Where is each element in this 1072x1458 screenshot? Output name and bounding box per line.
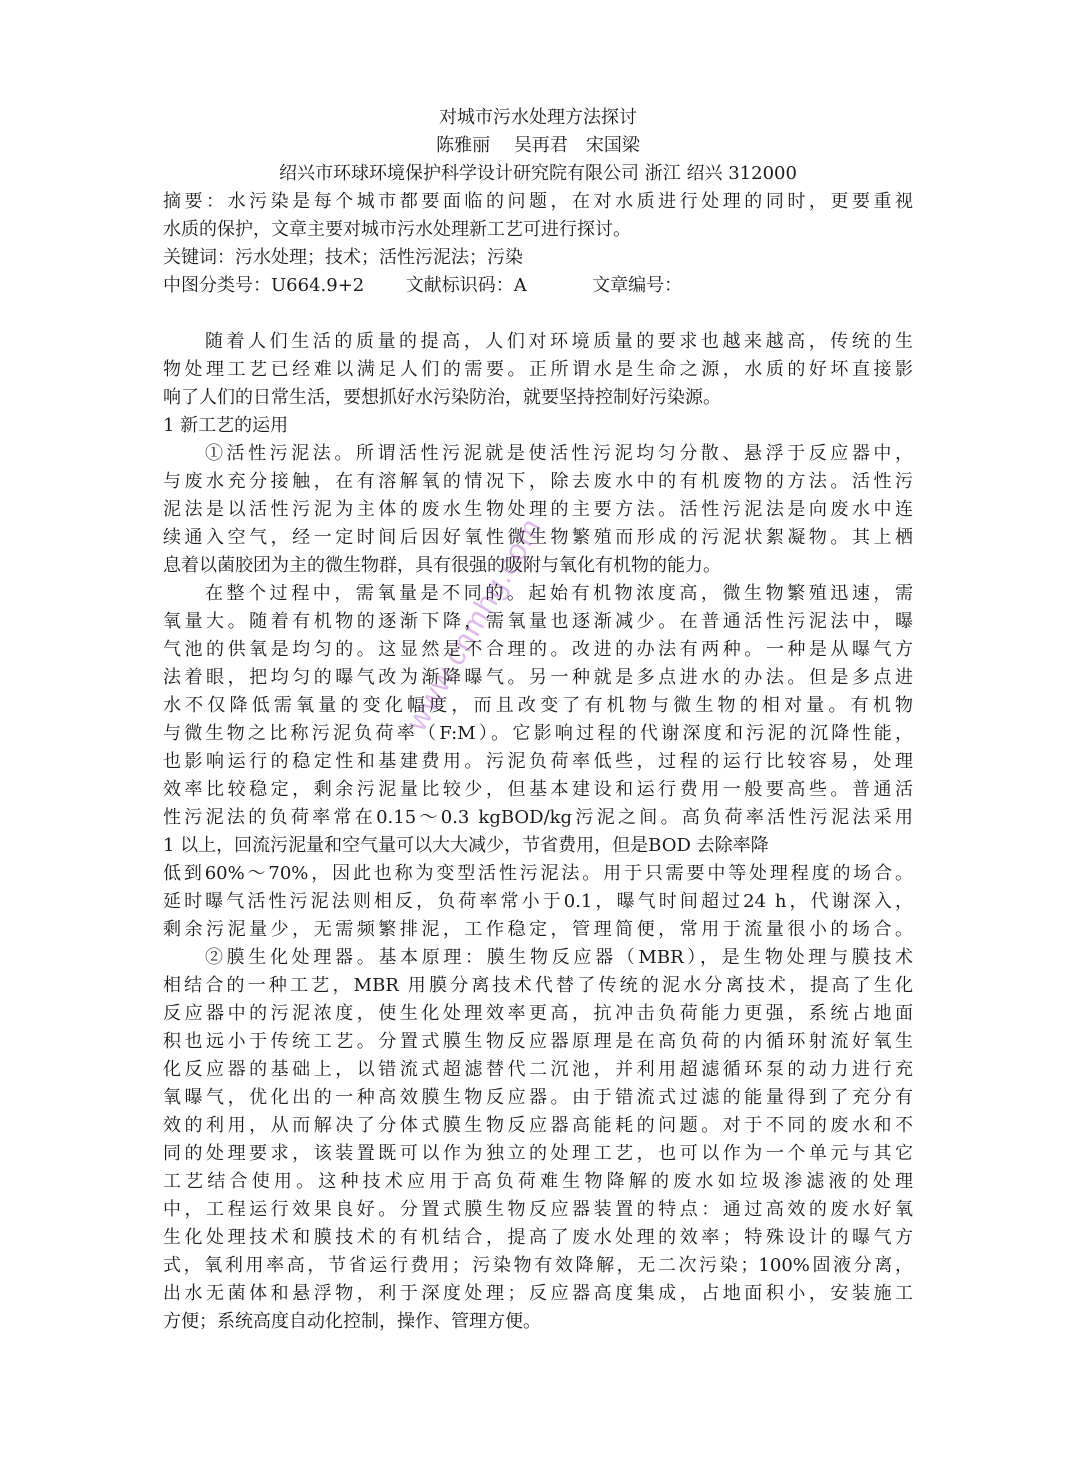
text-line: 水不仅降低需氧量的变化幅度，而且改变了有机物与微生物的相对量。有机物 — [163, 695, 913, 716]
text-line: 低到60%～70%，因此也称为变型活性污泥法。用于只需要中等处理程度的场合。 — [163, 863, 913, 884]
text-line: 也影响运行的稳定性和基建费用。污泥负荷率低些，过程的运行比较容易，处理 — [163, 751, 913, 772]
abstract-line: 摘要：水污染是每个城市都要面临的问题，在对水质进行处理的同时，更要重视 — [163, 191, 913, 212]
text-line: 式，氧利用率高，节省运行费用；污染物有效降解，无二次污染；100%固液分离， — [163, 1255, 913, 1276]
document-page — [163, 104, 913, 1336]
article-number: 文章编号： — [592, 275, 683, 296]
section-heading: 1 新工艺的运用 — [163, 415, 289, 436]
text-line: 化反应器的基础上，以错流式超滤替代二沉池，并利用超滤循环泵的动力进行充 — [163, 1059, 913, 1080]
intro-paragraph — [163, 328, 913, 412]
text-line: ①活性污泥法。所谓活性污泥就是使活性污泥均匀分散、悬浮于反应器中， — [205, 443, 913, 464]
text-line: 工艺结合使用。这种技术应用于高负荷难生物降解的废水如垃圾渗滤液的处理 — [163, 1171, 913, 1192]
text-line: 与废水充分接触，在有溶解氧的情况下，除去废水中的有机废物的方法。活性污 — [163, 471, 913, 492]
keywords-line: 关键词：污水处理；技术；活性污泥法；污染 — [163, 247, 523, 268]
text-line: 泥法是以活性污泥为主体的废水生物处理的主要方法。活性污泥法是向废水中连 — [163, 499, 913, 520]
text-line: 剩余污泥量少，无需频繁排泥，工作稳定，管理简便，常用于流量很小的场合。 — [163, 919, 913, 940]
text-line: 在整个过程中，需氧量是不同的。起始有机物浓度高，微生物繁殖迅速，需 — [205, 583, 913, 604]
text-line: 出水无菌体和悬浮物，利于深度处理；反应器高度集成，占地面积小，安装施工 — [163, 1283, 913, 1304]
oxygen-demand-paragraph — [163, 580, 913, 944]
text-line: 同的处理要求，该装置既可以作为独立的处理工艺，也可以作为一个单元与其它 — [163, 1143, 913, 1164]
text-line: 效率比较稳定，剩余污泥量比较少，但基本建设和运行费用一般要高些。普通活 — [163, 779, 913, 800]
text-line: 积也远小于传统工艺。分置式膜生物反应器原理是在高负荷的内循环射流好氧生 — [163, 1031, 913, 1052]
text-line: 反应器中的污泥浓度，使生化处理效率更高，抗冲击负荷能力更强，系统占地面 — [163, 1003, 913, 1024]
text-line: 物处理工艺已经难以满足人们的需要。正所谓水是生命之源，水质的好坏直接影 — [163, 359, 913, 380]
text-line: 续通入空气，经一定时间后因好氧性微生物繁殖而形成的污泥状絮凝物。其上栖 — [163, 527, 913, 548]
affiliation-line: 绍兴市环球环境保护科学设计研究院有限公司 浙江 绍兴 312000 — [279, 163, 797, 184]
text-line: 息着以菌胶团为主的微生物群，具有很强的吸附与氧化有机物的能力。 — [163, 555, 721, 576]
mbr-paragraph — [163, 944, 913, 1336]
text-line: 随着人们生活的质量的提高，人们对环境质量的要求也越来越高，传统的生 — [205, 331, 913, 352]
text-line: 效的利用，从而解决了分体式膜生物反应器高能耗的问题。对于不同的废水和不 — [163, 1115, 913, 1136]
text-line: 性污泥法的负荷率常在0.15～0.3 kgBOD/kg污泥之间。高负荷率活性污泥法采用 — [163, 807, 913, 828]
document-code: 文献标识码：A — [405, 275, 527, 296]
text-line: 氧量大。随着有机物的逐渐下降，需氧量也逐渐减少。在普通活性污泥法中，曝 — [163, 611, 913, 632]
text-line: 相结合的一种工艺，MBR 用膜分离技术代替了传统的泥水分离技术，提高了生化 — [163, 975, 913, 996]
classification-line — [163, 272, 913, 300]
author-line: 陈雅丽 吴再君 宋国梁 — [436, 135, 640, 156]
text-line: 生化处理技术和膜技术的有机结合，提高了废水处理的效率；特殊设计的曝气方 — [163, 1227, 913, 1248]
abstract-line: 水质的保护，文章主要对城市污水处理新工艺可进行探讨。 — [163, 219, 631, 240]
text-line: 气池的供氧是均匀的。这显然是不合理的。改进的办法有两种。一种是从曝气方 — [163, 639, 913, 660]
text-line: 中，工程运行效果良好。分置式膜生物反应器装置的特点：通过高效的废水好氧 — [163, 1199, 913, 1220]
page-title: 对城市污水处理方法探讨 — [439, 107, 637, 128]
watermark: www.cnmhg.com — [400, 512, 549, 737]
text-line: 氧曝气，优化出的一种高效膜生物反应器。由于错流式过滤的能量得到了充分有 — [163, 1087, 913, 1108]
text-line: 1 以上，回流污泥量和空气量可以大大减少，节省费用，但是BOD 去除率降 — [163, 835, 769, 856]
clc-number: 中图分类号：U664.9+2 — [163, 275, 365, 296]
text-line: 方便；系统高度自动化控制，操作、管理方便。 — [163, 1311, 541, 1332]
text-line: 与微生物之比称污泥负荷率（F:M）。它影响过程的代谢深度和污泥的沉降性能， — [163, 723, 913, 744]
text-line: ②膜生化处理器。基本原理：膜生物反应器（MBR），是生物处理与膜技术 — [205, 947, 913, 968]
text-line: 响了人们的日常生活，要想抓好水污染防治，就要坚持控制好污染源。 — [163, 387, 721, 408]
text-line: 法着眼，把均匀的曝气改为渐降曝气。另一种就是多点进水的办法。但是多点进 — [163, 667, 913, 688]
text-line: 延时曝气活性污泥法则相反，负荷率常小于0.1，曝气时间超过24 h，代谢深入， — [163, 891, 913, 912]
activated-sludge-paragraph — [163, 440, 913, 580]
